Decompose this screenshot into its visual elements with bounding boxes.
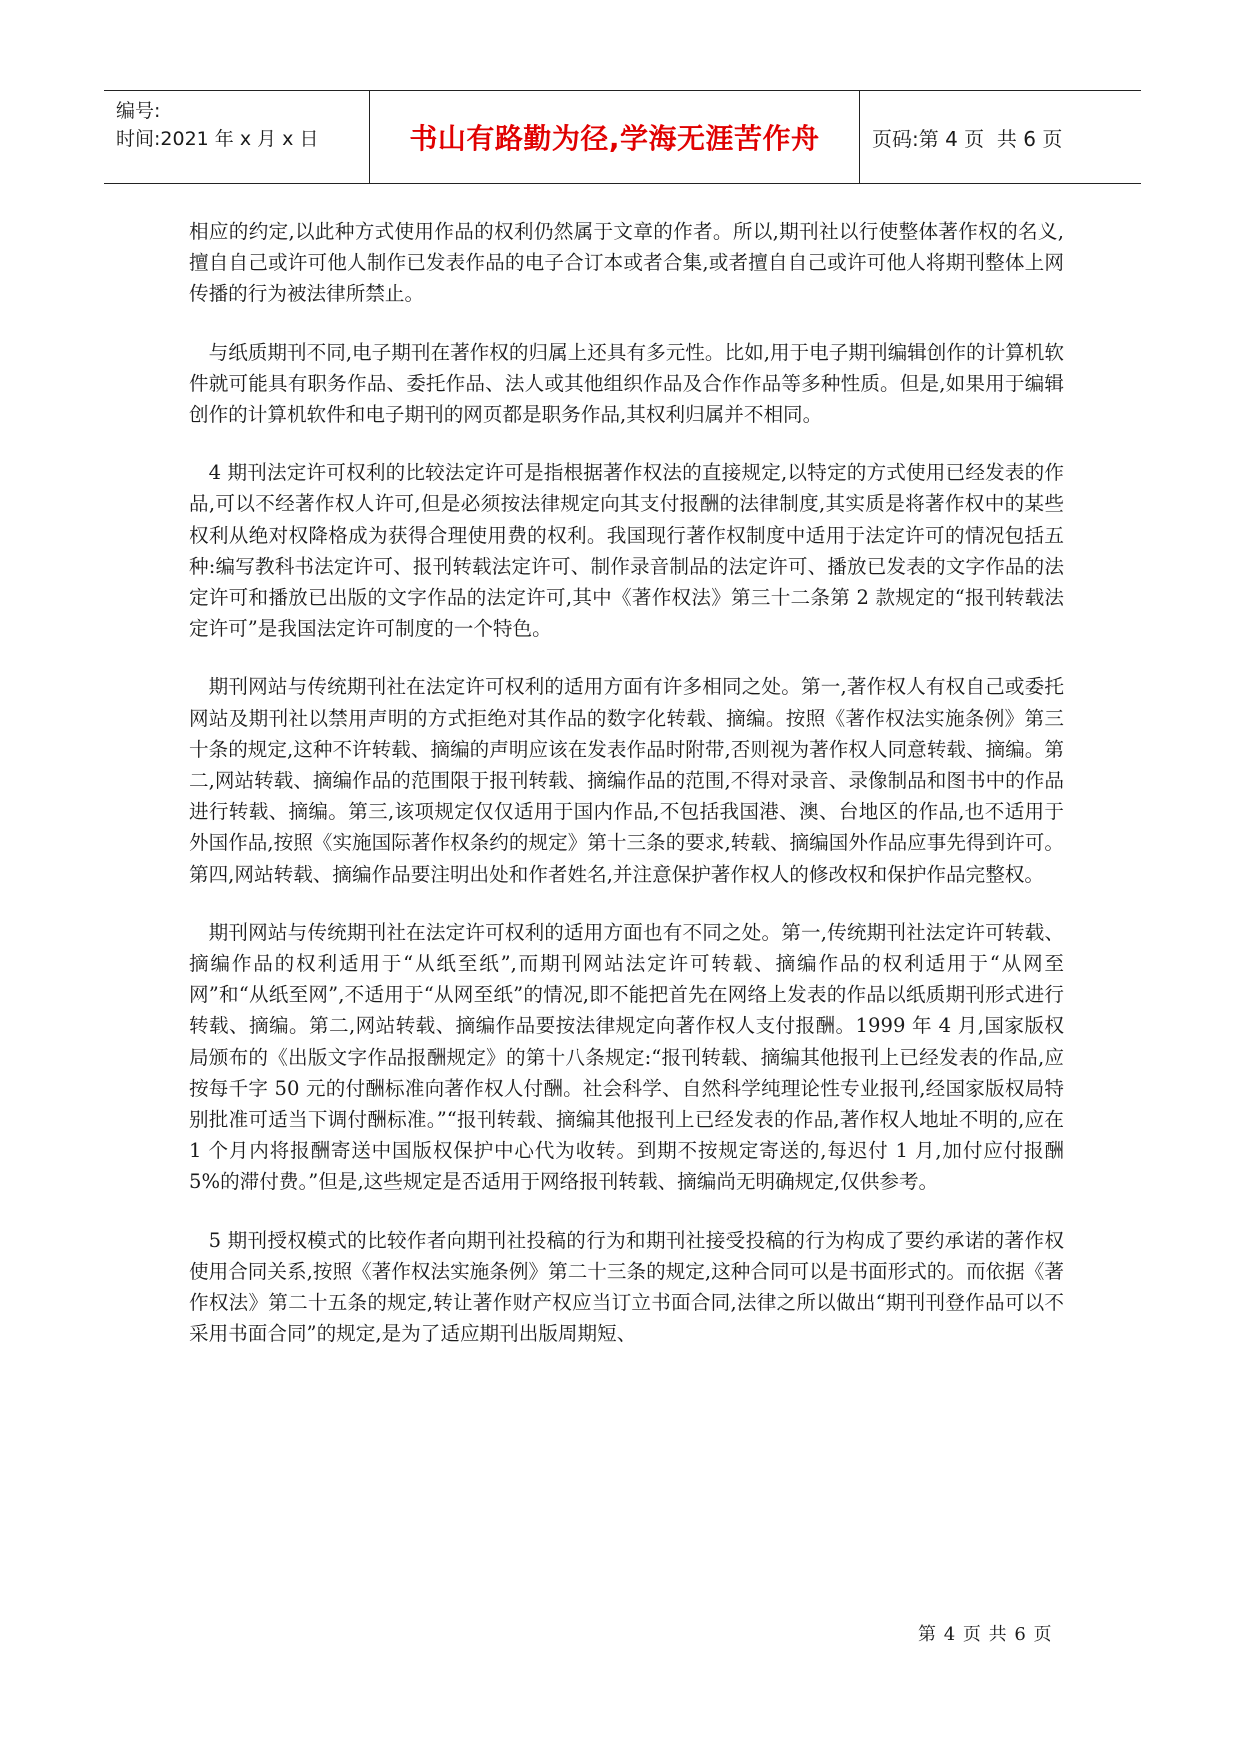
header-divider [859, 91, 860, 183]
footer-page-number: 第 4 页 共 6 页 [918, 1624, 1053, 1645]
paragraph: 期刊网站与传统期刊社在法定许可权利的适用方面也有不同之处。第一,传统期刊社法定许可转载、摘编作品的权利适用于“从纸至纸”,而期刊网站法定许可转载、摘编作品的权利适用于“从网至网”和“从纸至网”,不适用于“从网至纸”的情况,即不能把首先在网络上发表的作品以纸质期刊形式进行转载、摘编。第二,网站转载、摘编作品要按法律规定向著作权人支付报酬。1999 年 4 月,国家版权局颁布的《出版文字作品报酬规定》的第十八条规定:“报刊转载、摘编其他报刊上已经发表的作品,应按每千字 50 元的付酬标准向著作权人付酬。社会科学、自然科学纯理论性专业报刊,经国家版权局特别批准可适当下调付酬标准。”“报刊转载、摘编其他报刊上已经发表的作品,著作权人地址不明的,应在 1 个月内将报酬寄送中国版权保护中心代为收转。到期不按规定寄送的,每迟付 1 月,加付应付报酬 5%的滞付费。”但是,这些规定是否适用于网络报刊转载、摘编尚无明确规定,仅供参考。 [189, 920, 1064, 1194]
paragraph: 期刊网站与传统期刊社在法定许可权利的适用方面有许多相同之处。第一,著作权人有权自己或委托网站及期刊社以禁用声明的方式拒绝对其作品的数字化转载、摘编。按照《著作权法实施条例》第三十条的规定,这种不许转载、摘编的声明应该在发表作品时附带,否则视为著作权人同意转载、摘编。第二,网站转载、摘编作品的范围限于报刊转载、摘编作品的范围,不得对录音、录像制品和图书中的作品进行转载、摘编。第三,该项规定仅仅适用于国内作品,不包括我国港、澳、台地区的作品,也不适用于外国作品,按照《实施国际著作权条约的规定》第十三条的要求,转载、摘编国外作品应事先得到许可。第四,网站转载、摘编作品要注明出处和作者姓名,并注意保护著作权人的修改权和保护作品完整权。 [189, 675, 1064, 886]
document-body [189, 216, 1064, 1377]
paragraph: 4 期刊法定许可权利的比较法定许可是指根据著作权法的直接规定,以特定的方式使用已经发表的作品,可以不经著作权人许可,但是必须按法律规定向其支付报酬的法律制度,其实质是将著作权中的某些权利从绝对权降格成为获得合理使用费的权利。我国现行著作权制度中适用于法定许可的情况包括五种:编写教科书法定许可、报刊转载法定许可、制作录音制品的法定许可、播放已发表的文字作品的法定许可和播放已出版的文字作品的法定许可,其中《著作权法》第三十二条第 2 款规定的“报刊转载法定许可”是我国法定许可制度的一个特色。 [189, 461, 1064, 641]
header-motto: 书山有路勤为径,学海无涯苦作舟 [409, 122, 820, 155]
header-table [104, 90, 1141, 184]
paragraph: 与纸质期刊不同,电子期刊在著作权的归属上还具有多元性。比如,用于电子期刊编辑创作的计算机软件就可能具有职务作品、委托作品、法人或其他组织作品及合作作品等多种性质。但是,如果用于编辑创作的计算机软件和电子期刊的网页都是职务作品,其权利归属并不相同。 [189, 340, 1064, 427]
document-date-label: 时间:2021 年 x 月 x 日 [116, 128, 319, 150]
document-number-label: 编号: [116, 100, 161, 122]
paragraph: 相应的约定,以此种方式使用作品的权利仍然属于文章的作者。所以,期刊社以行使整体著作权的名义,擅自自己或许可他人制作已发表作品的电子合订本或者合集,或者擅自自己或许可他人将期刊整体上网传播的行为被法律所禁止。 [189, 220, 1064, 306]
header-page-number: 页码:第 4 页 共 6 页 [872, 126, 1063, 151]
paragraph: 5 期刊授权模式的比较作者向期刊社投稿的行为和期刊社接受投稿的行为构成了要约承诺的著作权使用合同关系,按照《著作权法实施条例》第二十三条的规定,这种合同可以是书面形式的。而依据《著作权法》第二十五条的规定,转让著作财产权应当订立书面合同,法律之所以做出“期刊刊登作品可以不采用书面合同”的规定,是为了适应期刊出版周期短、 [189, 1228, 1064, 1346]
